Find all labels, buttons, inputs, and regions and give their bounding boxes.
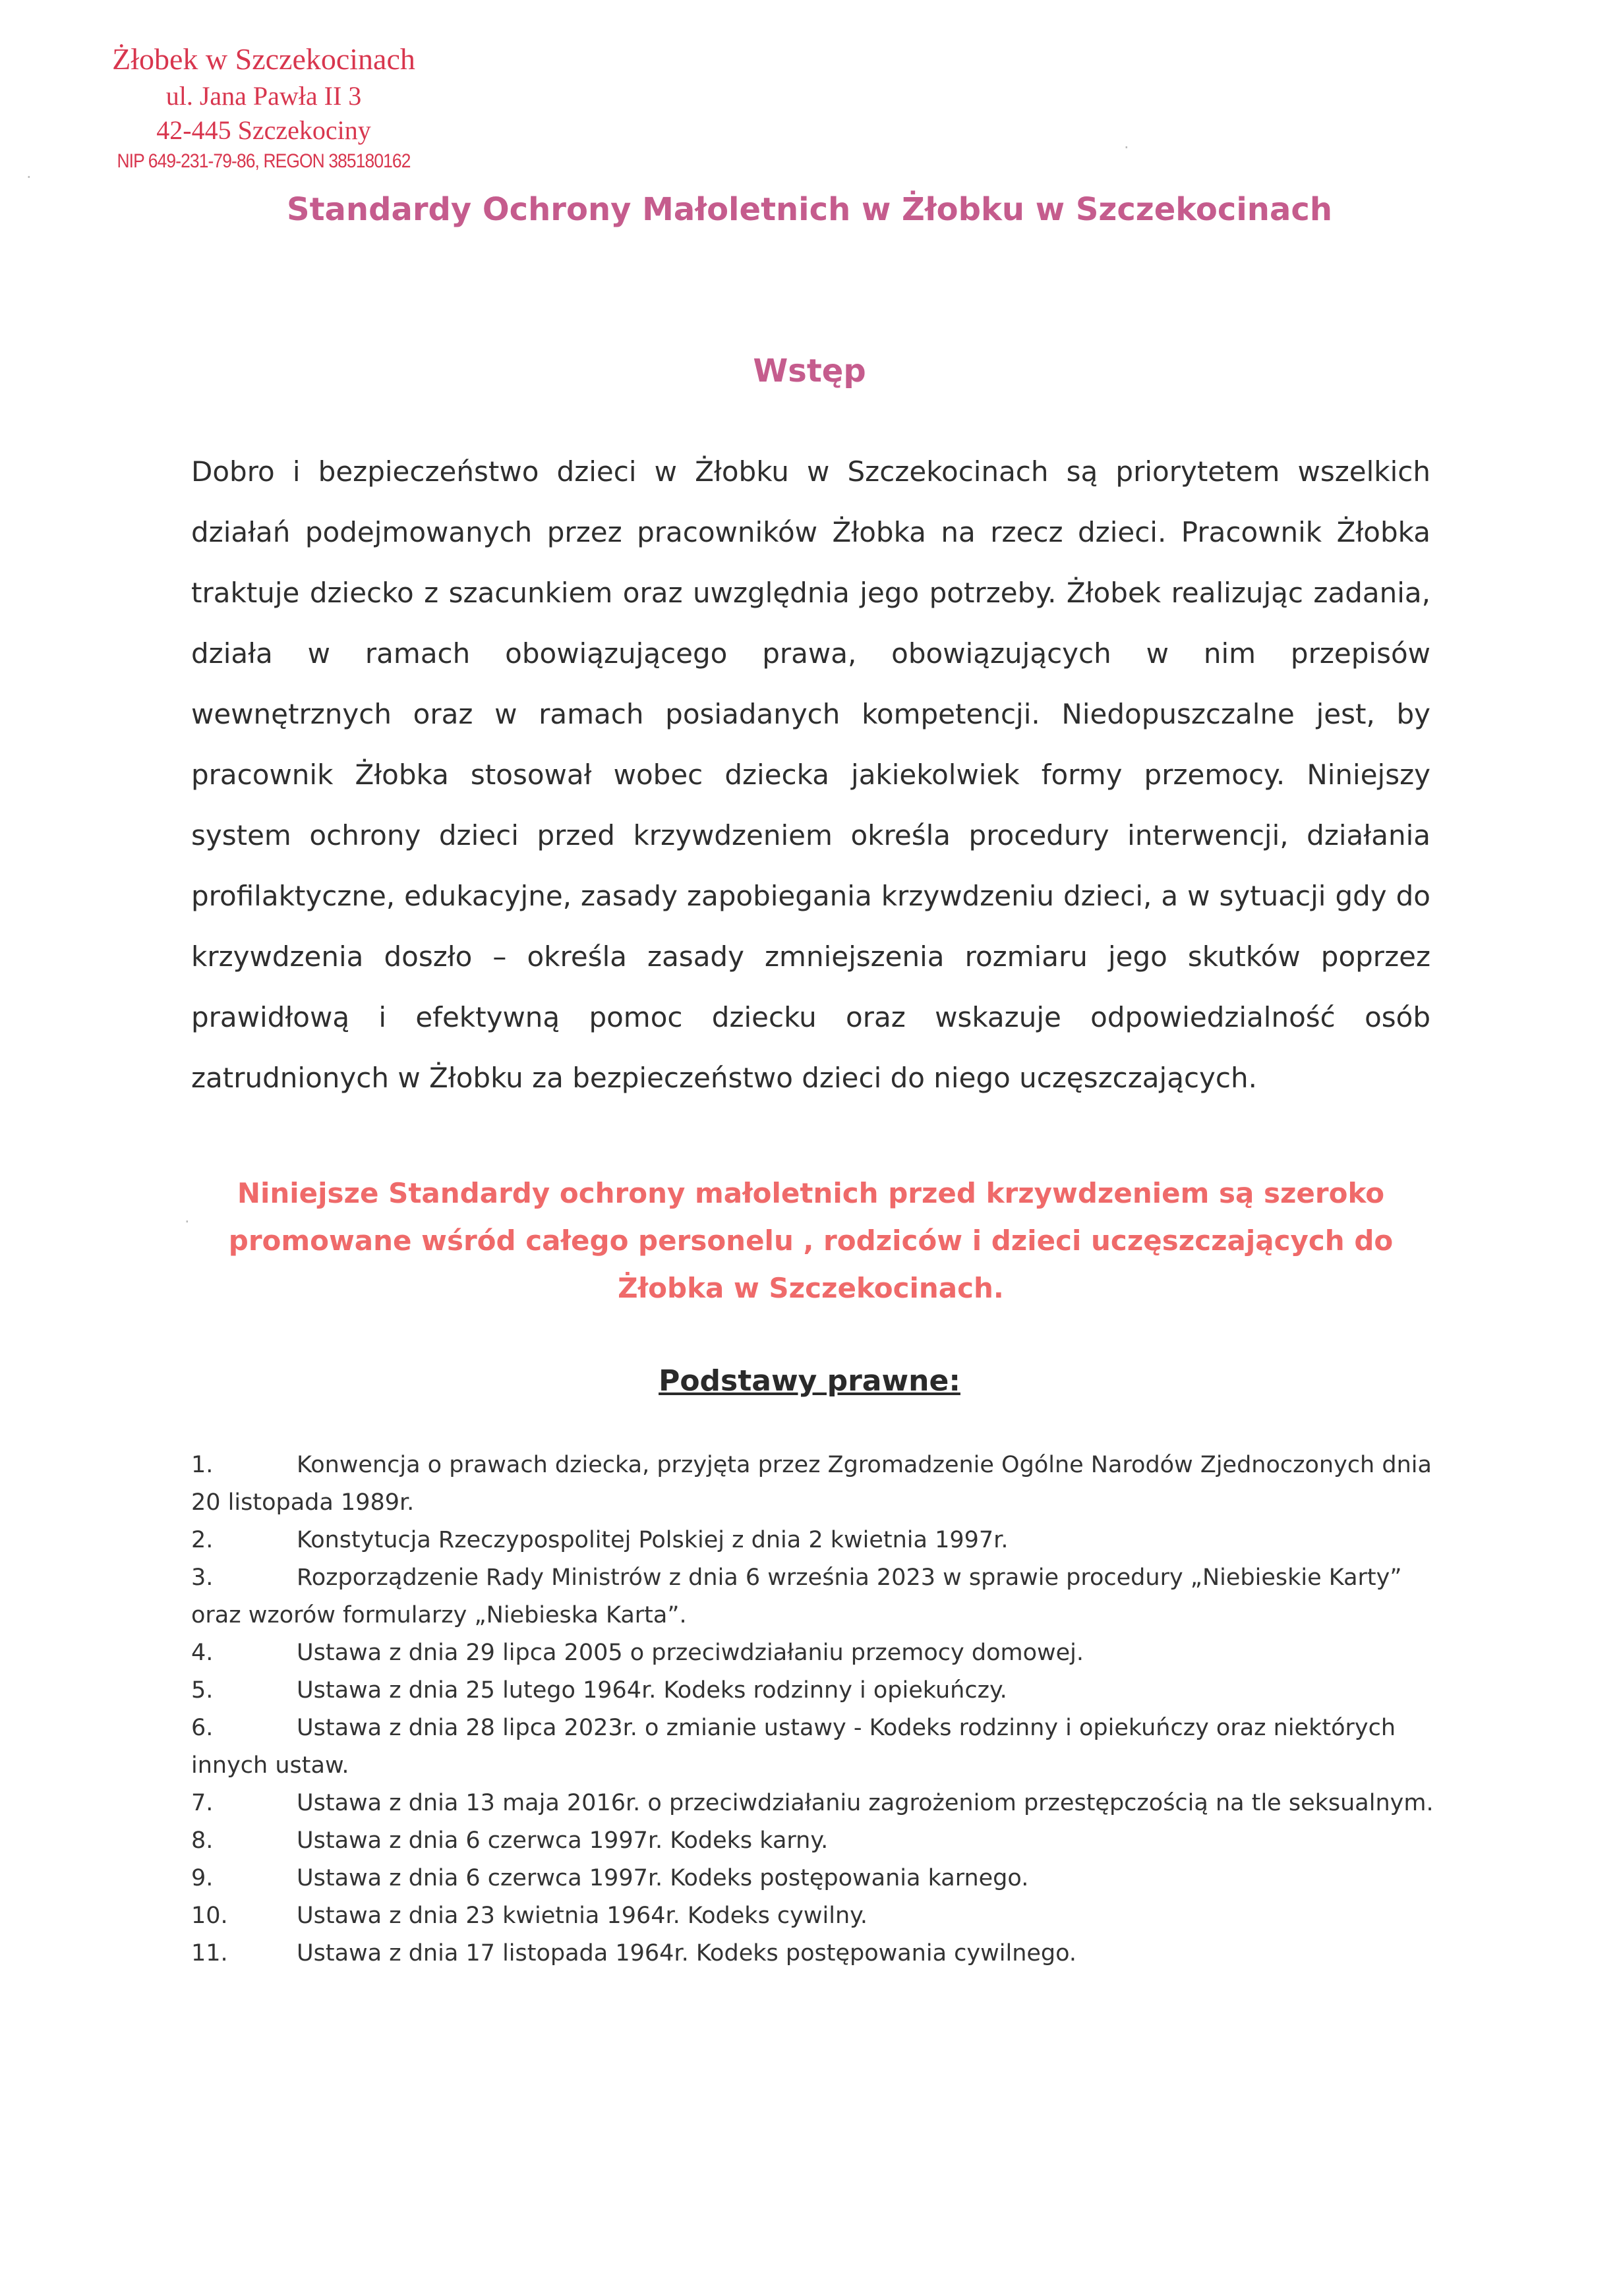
legal-basis-item [191, 1709, 1437, 1785]
document-title: Standardy Ochrony Małoletnich w Żłobku w Szczekocinach [287, 191, 1332, 228]
legal-basis-text: Ustawa z dnia 28 lipca 2023r. o zmianie ustawy - Kodeks rodzinny i opiekuńczy oraz niektórych innych ustaw. [191, 1715, 1396, 1779]
legal-basis-number: 9. [191, 1865, 214, 1891]
stamp-tax-ids: NIP 649-231-79-86, REGON 385180162 [117, 150, 411, 172]
legal-basis-text: Rozporządzenie Rady Ministrów z dnia 6 września 2023 w sprawie procedury „Niebieskie Karty” oraz wzorów formularzy „Niebieska Karta”. [191, 1564, 1402, 1628]
stamp-street: ul. Jana Pawła II 3 [165, 81, 362, 111]
legal-bases-list [191, 1447, 1437, 1972]
legal-bases-heading: Podstawy prawne: [659, 1364, 960, 1398]
legal-basis-item [191, 1822, 1437, 1860]
legal-basis-number: 6. [191, 1715, 214, 1741]
institution-stamp [66, 40, 461, 175]
legal-basis-number: 7. [191, 1790, 214, 1816]
legal-basis-item [191, 1559, 1437, 1634]
legal-basis-number: 2. [191, 1527, 214, 1553]
legal-basis-item [191, 1447, 1437, 1522]
intro-paragraph: Dobro i bezpieczeństwo dzieci w Żłobku w Szczekocinach są priorytetem wszelkich działań podejmowanych przez pracowników Żłobka na rzecz dzieci. Pracownik Żłobka traktuje dziecko z szacunkiem oraz uwzględnia jego potrzeby. Żłobek realizując zadania, działa w ramach obowiązującego prawa, obowiązujących w nim przepisów wewnętrznych oraz w ramach posiadanych kompetencji. Niedopuszczalne jest, by pracownik Żłobka stosował wobec dziecka jakiekolwiek formy przemocy. Niniejszy system ochrony dzieci przed krzywdzeniem określa procedury interwencji, działania profilaktyczne, edukacyjne, zasady zapobiegania krzywdzeniu dzieci, a w sytuacji gdy do krzywdzenia doszło – określa zasady zmniejszenia rozmiaru jego skutków poprzez prawidłową i efektywną pomoc dziecku oraz wskazuje odpowiedzialność osób zatrudnionych w Żłobku za bezpieczeństwo dzieci do niego uczęszczających. [191, 455, 1430, 1094]
legal-basis-number: 5. [191, 1677, 214, 1704]
scan-speck: · [185, 1213, 190, 1231]
legal-basis-item [191, 1897, 1437, 1935]
legal-basis-text: Ustawa z dnia 29 lipca 2005 o przeciwdziałaniu przemocy domowej. [297, 1640, 1084, 1666]
legal-basis-number: 3. [191, 1564, 214, 1591]
legal-basis-text: Konwencja o prawach dziecka, przyjęta przez Zgromadzenie Ogólne Narodów Zjednoczonych dnia 20 listopada 1989r. [191, 1452, 1432, 1516]
promotion-notice: Niniejsze Standardy ochrony małoletnich przed krzywdzeniem są szeroko promowane wśród całego personelu , rodziców i dzieci uczęszczających do Żłobka w Szczekocinach. [228, 1177, 1394, 1304]
legal-basis-text: Ustawa z dnia 23 kwietnia 1964r. Kodeks cywilny. [297, 1903, 868, 1929]
scan-speck: · [26, 168, 32, 187]
scan-speck: · [1124, 138, 1129, 157]
legal-basis-item [191, 1785, 1437, 1822]
legal-basis-number: 11. [191, 1940, 228, 1966]
legal-basis-text: Konstytucja Rzeczypospolitej Polskiej z dnia 2 kwietnia 1997r. [297, 1527, 1009, 1553]
stamp-city: 42-445 Szczekociny [156, 115, 371, 145]
legal-basis-number: 8. [191, 1827, 214, 1854]
legal-basis-item [191, 1860, 1437, 1897]
legal-basis-text: Ustawa z dnia 6 czerwca 1997r. Kodeks postępowania karnego. [297, 1865, 1029, 1891]
legal-basis-item [191, 1672, 1437, 1709]
legal-basis-number: 1. [191, 1452, 214, 1478]
legal-basis-text: Ustawa z dnia 17 listopada 1964r. Kodeks postępowania cywilnego. [297, 1940, 1077, 1966]
legal-basis-number: 4. [191, 1640, 214, 1666]
legal-basis-text: Ustawa z dnia 6 czerwca 1997r. Kodeks karny. [297, 1827, 829, 1854]
stamp-name: Żłobek w Szczekocinach [112, 42, 415, 76]
legal-basis-text: Ustawa z dnia 25 lutego 1964r. Kodeks rodzinny i opiekuńczy. [297, 1677, 1007, 1704]
legal-basis-item [191, 1935, 1437, 1972]
legal-basis-item [191, 1634, 1437, 1672]
intro-heading: Wstęp [753, 353, 866, 389]
legal-basis-number: 10. [191, 1903, 228, 1929]
legal-basis-item [191, 1522, 1437, 1559]
legal-basis-text: Ustawa z dnia 13 maja 2016r. o przeciwdziałaniu zagrożeniom przestępczością na tle seksualnym. [297, 1790, 1434, 1816]
